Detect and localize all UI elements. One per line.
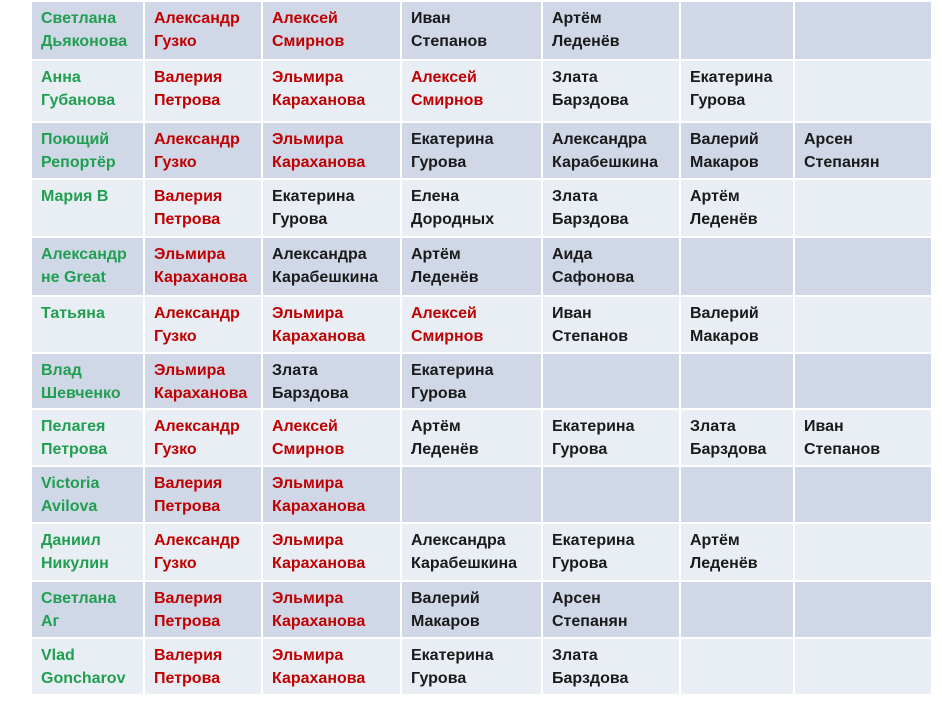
vote-name: Валерия Петрова [154,590,223,630]
table-row [31,466,932,523]
vote-cell [680,179,794,237]
contestant-name: Vlad Goncharov [41,647,126,687]
table-row [31,409,932,466]
vote-cell [401,523,542,581]
vote-cell [794,466,932,523]
vote-cell [542,296,680,353]
vote-name: Эльмира Караханова [154,362,248,402]
vote-name: Валерия Петрова [154,69,223,109]
vote-name: Злата Барздова [552,69,629,109]
table-row [31,638,932,695]
vote-cell [144,353,262,409]
contestant-name: Анна Губанова [41,69,116,109]
vote-cell [401,638,542,695]
vote-cell [680,638,794,695]
vote-cell [680,1,794,60]
vote-name: Валерия Петрова [154,647,223,687]
vote-cell [542,466,680,523]
vote-cell [144,122,262,179]
vote-cell [401,179,542,237]
vote-name: Екатерина Гурова [552,418,635,458]
contestant-name-cell [31,523,144,581]
table-row [31,237,932,296]
vote-cell [542,638,680,695]
vote-name: Алексей Смирнов [411,69,484,109]
vote-cell [794,296,932,353]
vote-cell [401,122,542,179]
vote-cell [794,638,932,695]
vote-cell [262,638,401,695]
vote-name: Александра Карабешкина [272,246,379,286]
vote-cell [680,122,794,179]
vote-cell [542,523,680,581]
vote-name: Екатерина Гурова [411,131,494,171]
vote-name: Артём Леденёв [690,188,758,228]
contestant-name-cell [31,179,144,237]
contestant-votes-table [30,0,933,696]
vote-cell [401,581,542,638]
vote-name: Алексей Смирнов [411,305,484,345]
contestant-name-cell [31,409,144,466]
vote-name: Елена Дородных [411,188,495,228]
table-row [31,523,932,581]
vote-name: Арсен Степанян [552,590,628,630]
vote-name: Александр Гузко [154,10,240,50]
contestant-name: Светлана Дьяконова [41,10,128,50]
vote-name: Артём Леденёв [411,246,479,286]
vote-cell [794,122,932,179]
vote-cell [794,523,932,581]
vote-name: Эльмира Караханова [272,532,366,572]
vote-name: Иван Степанов [552,305,629,345]
contestant-name-cell [31,296,144,353]
vote-cell [794,179,932,237]
vote-name: Валерий Макаров [411,590,480,630]
contestant-name-cell [31,353,144,409]
vote-name: Эльмира Караханова [154,246,248,286]
vote-cell [680,466,794,523]
vote-name: Александр Гузко [154,131,240,171]
vote-name: Злата Барздова [552,188,629,228]
contestant-name: Светлана Аг [41,590,117,630]
vote-name: Валерия Петрова [154,475,223,515]
vote-name: Злата Барздова [690,418,767,458]
vote-cell [144,1,262,60]
vote-cell [262,581,401,638]
vote-cell [262,122,401,179]
vote-name: Екатерина Гурова [272,188,355,228]
vote-cell [401,296,542,353]
vote-cell [794,409,932,466]
vote-name: Александра Карабешкина [411,532,518,572]
vote-cell [262,466,401,523]
vote-name: Иван Степанов [411,10,488,50]
table-body [31,1,932,695]
contestant-name-cell [31,638,144,695]
contestant-name: Пелагея Петрова [41,418,108,458]
contestant-name: Татьяна [41,305,105,322]
table-row [31,60,932,122]
vote-name: Алексей Смирнов [272,418,345,458]
vote-cell [542,409,680,466]
vote-name: Эльмира Караханова [272,131,366,171]
vote-cell [401,353,542,409]
vote-name: Екатерина Гурова [552,532,635,572]
contestant-name: Мария В [41,188,109,205]
vote-cell [144,523,262,581]
contestant-name-cell [31,1,144,60]
vote-name: Аида Сафонова [552,246,635,286]
table-row [31,1,932,60]
vote-cell [262,179,401,237]
vote-cell [542,1,680,60]
vote-cell [794,237,932,296]
vote-name: Артём Леденёв [690,532,758,572]
vote-cell [680,409,794,466]
vote-cell [794,60,932,122]
vote-cell [262,353,401,409]
vote-cell [401,1,542,60]
vote-cell [794,353,932,409]
contestant-name-cell [31,122,144,179]
contestant-name: Victoria Avilova [41,475,100,515]
vote-cell [144,179,262,237]
vote-cell [144,466,262,523]
contestant-name: Александр не Great [41,246,127,286]
vote-cell [542,581,680,638]
vote-cell [542,237,680,296]
vote-cell [680,353,794,409]
vote-name: Артём Леденёв [411,418,479,458]
vote-cell [680,581,794,638]
vote-cell [401,409,542,466]
contestant-name-cell [31,581,144,638]
table-row [31,122,932,179]
vote-cell [262,523,401,581]
vote-name: Екатерина Гурова [690,69,773,109]
vote-name: Валерий Макаров [690,131,759,171]
contestant-name: Поющий Репортёр [41,131,116,171]
vote-cell [144,581,262,638]
contestant-name: Влад Шевченко [41,362,121,402]
vote-cell [144,60,262,122]
contestant-name-cell [31,60,144,122]
vote-name: Эльмира Караханова [272,305,366,345]
vote-name: Александр Гузко [154,532,240,572]
table-row [31,353,932,409]
table-row [31,581,932,638]
vote-name: Артём Леденёв [552,10,620,50]
table-row [31,296,932,353]
vote-name: Алексей Смирнов [272,10,345,50]
vote-cell [262,409,401,466]
vote-cell [794,1,932,60]
vote-cell [144,237,262,296]
vote-cell [262,60,401,122]
vote-name: Валерия Петрова [154,188,223,228]
table-row [31,179,932,237]
vote-name: Екатерина Гурова [411,362,494,402]
vote-cell [542,353,680,409]
vote-name: Александр Гузко [154,305,240,345]
vote-name: Екатерина Гурова [411,647,494,687]
vote-name: Александра Карабешкина [552,131,659,171]
vote-cell [794,581,932,638]
vote-name: Эльмира Караханова [272,69,366,109]
vote-name: Эльмира Караханова [272,590,366,630]
vote-name: Эльмира Караханова [272,647,366,687]
vote-cell [542,60,680,122]
contestant-name-cell [31,466,144,523]
vote-name: Злата Барздова [552,647,629,687]
vote-cell [144,638,262,695]
vote-cell [144,296,262,353]
vote-cell [680,60,794,122]
vote-cell [680,237,794,296]
vote-cell [401,60,542,122]
vote-cell [680,296,794,353]
vote-name: Злата Барздова [272,362,349,402]
vote-cell [542,179,680,237]
contestant-name-cell [31,237,144,296]
vote-cell [542,122,680,179]
vote-cell [262,296,401,353]
vote-name: Александр Гузко [154,418,240,458]
vote-cell [401,466,542,523]
vote-name: Иван Степанов [804,418,881,458]
vote-cell [401,237,542,296]
contestant-name: Даниил Никулин [41,532,109,572]
vote-cell [680,523,794,581]
vote-cell [262,237,401,296]
vote-name: Арсен Степанян [804,131,880,171]
vote-cell [144,409,262,466]
vote-cell [262,1,401,60]
vote-name: Эльмира Караханова [272,475,366,515]
vote-name: Валерий Макаров [690,305,759,345]
